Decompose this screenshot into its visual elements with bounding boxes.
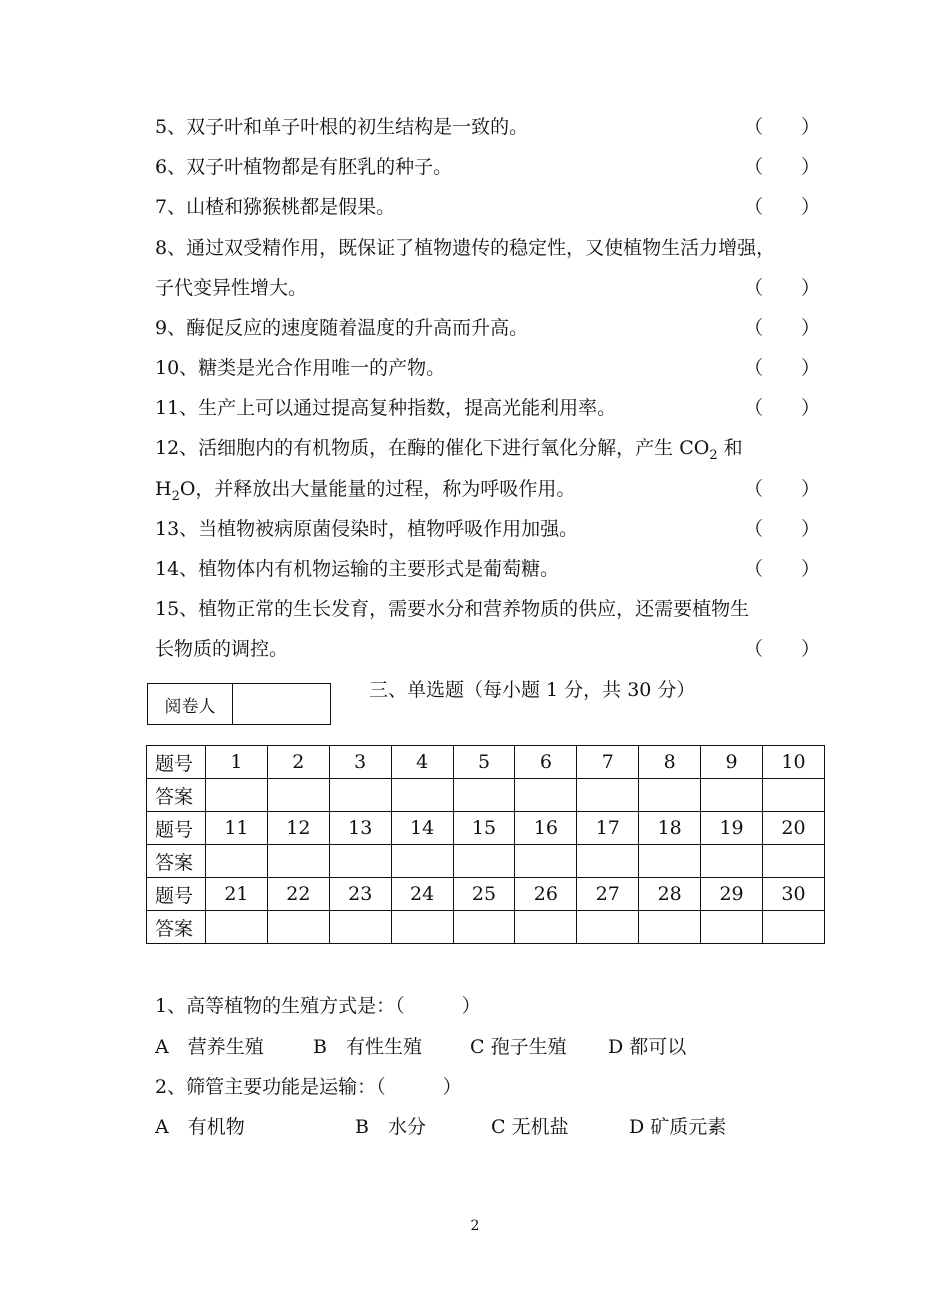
answer-blank: （ ） bbox=[744, 156, 821, 178]
answer-cell[interactable] bbox=[701, 779, 763, 812]
question-number: 2 bbox=[267, 746, 329, 779]
question-number: 26 bbox=[515, 878, 577, 911]
answer-blank: （ ） bbox=[744, 478, 821, 500]
mc-option-1d: D 都可以 bbox=[608, 1036, 687, 1058]
answer-blank: （ ） bbox=[744, 277, 821, 299]
mc-option-1a: A 营养生殖 bbox=[155, 1036, 264, 1058]
answer-blank: （ ） bbox=[744, 116, 821, 138]
answer-label: 答案 bbox=[147, 911, 206, 944]
mc-option-1b: B 有性生殖 bbox=[313, 1036, 422, 1058]
question-number: 16 bbox=[515, 812, 577, 845]
grader-signature-field[interactable] bbox=[233, 684, 330, 724]
answer-cell[interactable] bbox=[763, 911, 825, 944]
question-number: 14 bbox=[391, 812, 453, 845]
answer-cell[interactable] bbox=[267, 779, 329, 812]
question-number: 28 bbox=[639, 878, 701, 911]
mc-question-1: 1、高等植物的生殖方式是：（ ） bbox=[155, 995, 481, 1017]
question-number: 22 bbox=[267, 878, 329, 911]
question-number: 11 bbox=[206, 812, 268, 845]
mc-option-2c: C 无机盐 bbox=[491, 1116, 569, 1138]
tf-question-8-line1: 8、通过双受精作用，既保证了植物遗传的稳定性，又使植物生活力增强， bbox=[155, 237, 776, 259]
answer-cell[interactable] bbox=[639, 911, 701, 944]
answer-cell[interactable] bbox=[206, 845, 268, 878]
question-number: 1 bbox=[206, 746, 268, 779]
tf-question-6: 6、双子叶植物都是有胚乳的种子。 bbox=[155, 156, 453, 178]
answer-cell[interactable] bbox=[453, 845, 515, 878]
question-number-row bbox=[147, 746, 825, 779]
answer-table bbox=[146, 745, 825, 944]
answer-blank: （ ） bbox=[744, 357, 821, 379]
question-number: 18 bbox=[639, 812, 701, 845]
question-number-label: 题号 bbox=[147, 812, 206, 845]
question-number-row bbox=[147, 878, 825, 911]
answer-cell[interactable] bbox=[515, 845, 577, 878]
answer-cell[interactable] bbox=[577, 845, 639, 878]
answer-cell[interactable] bbox=[267, 845, 329, 878]
tf-question-14: 14、植物体内有机物运输的主要形式是葡萄糖。 bbox=[155, 558, 560, 580]
question-number: 19 bbox=[701, 812, 763, 845]
answer-cell[interactable] bbox=[639, 779, 701, 812]
question-number: 3 bbox=[329, 746, 391, 779]
question-number: 23 bbox=[329, 878, 391, 911]
question-number: 5 bbox=[453, 746, 515, 779]
tf-question-5: 5、双子叶和单子叶根的初生结构是一致的。 bbox=[155, 116, 529, 138]
question-number: 10 bbox=[763, 746, 825, 779]
grader-label: 阅卷人 bbox=[148, 684, 233, 724]
question-number: 25 bbox=[453, 878, 515, 911]
answer-blank: （ ） bbox=[744, 638, 821, 660]
tf-question-9: 9、酶促反应的速度随着温度的升高而升高。 bbox=[155, 317, 529, 339]
question-number: 20 bbox=[763, 812, 825, 845]
grader-box bbox=[147, 683, 331, 725]
question-number-label: 题号 bbox=[147, 746, 206, 779]
tf-question-12-line2: $H_2O$，并释放出大量能量的过程，称为呼吸作用。 bbox=[155, 478, 576, 504]
answer-cell[interactable] bbox=[329, 911, 391, 944]
section-title: 三、单选题（每小题 1 分，共 30 分） bbox=[369, 679, 696, 701]
tf-question-10: 10、糖类是光合作用唯一的产物。 bbox=[155, 357, 446, 379]
answer-cell[interactable] bbox=[391, 911, 453, 944]
answer-blank: （ ） bbox=[744, 518, 821, 540]
mc-option-1c: C 孢子生殖 bbox=[470, 1036, 567, 1058]
question-number: 6 bbox=[515, 746, 577, 779]
answer-blank: （ ） bbox=[744, 397, 821, 419]
tf-question-12-line1: 12、活细胞内的有机物质，在酶的催化下进行氧化分解，产生 $CO_2$ 和 bbox=[155, 437, 743, 463]
question-number: 24 bbox=[391, 878, 453, 911]
answer-cell[interactable] bbox=[329, 845, 391, 878]
question-number: 15 bbox=[453, 812, 515, 845]
question-number-label: 题号 bbox=[147, 878, 206, 911]
answer-cell[interactable] bbox=[206, 911, 268, 944]
question-number-row bbox=[147, 812, 825, 845]
tf-question-8-line2: 子代变异性增大。 bbox=[155, 277, 308, 299]
mc-option-2d: D 矿质元素 bbox=[629, 1116, 727, 1138]
question-number: 30 bbox=[763, 878, 825, 911]
answer-cell[interactable] bbox=[391, 779, 453, 812]
question-number: 21 bbox=[206, 878, 268, 911]
answer-cell[interactable] bbox=[515, 779, 577, 812]
tf-question-11: 11、生产上可以通过提高复种指数，提高光能利用率。 bbox=[155, 397, 617, 419]
tf-question-13: 13、当植物被病原菌侵染时，植物呼吸作用加强。 bbox=[155, 518, 579, 540]
answer-cell[interactable] bbox=[453, 779, 515, 812]
question-number: 12 bbox=[267, 812, 329, 845]
question-number: 4 bbox=[391, 746, 453, 779]
question-number: 9 bbox=[701, 746, 763, 779]
answer-blank: （ ） bbox=[744, 558, 821, 580]
question-number: 7 bbox=[577, 746, 639, 779]
answer-cell[interactable] bbox=[701, 911, 763, 944]
answer-cell[interactable] bbox=[515, 911, 577, 944]
answer-row bbox=[147, 911, 825, 944]
answer-cell[interactable] bbox=[267, 911, 329, 944]
tf-question-15-line1: 15、植物正常的生长发育，需要水分和营养物质的供应，还需要植物生 bbox=[155, 598, 750, 620]
tf-question-15-line2: 长物质的调控。 bbox=[155, 638, 289, 660]
page-number: 2 bbox=[470, 1218, 480, 1234]
answer-cell[interactable] bbox=[391, 845, 453, 878]
answer-cell[interactable] bbox=[639, 845, 701, 878]
mc-option-2a: A 有机物 bbox=[155, 1116, 245, 1138]
question-number: 8 bbox=[639, 746, 701, 779]
answer-cell[interactable] bbox=[763, 779, 825, 812]
answer-cell[interactable] bbox=[701, 845, 763, 878]
question-number: 27 bbox=[577, 878, 639, 911]
answer-cell[interactable] bbox=[763, 845, 825, 878]
answer-cell[interactable] bbox=[453, 911, 515, 944]
answer-cell[interactable] bbox=[577, 911, 639, 944]
answer-label: 答案 bbox=[147, 845, 206, 878]
question-number: 13 bbox=[329, 812, 391, 845]
mc-question-2: 2、筛管主要功能是运输：（ ） bbox=[155, 1076, 462, 1098]
answer-cell[interactable] bbox=[329, 779, 391, 812]
mc-option-2b: B 水分 bbox=[355, 1116, 426, 1138]
answer-row bbox=[147, 845, 825, 878]
answer-cell[interactable] bbox=[577, 779, 639, 812]
answer-cell[interactable] bbox=[206, 779, 268, 812]
answer-label: 答案 bbox=[147, 779, 206, 812]
tf-question-7: 7、山楂和猕猴桃都是假果。 bbox=[155, 196, 396, 218]
question-number: 29 bbox=[701, 878, 763, 911]
answer-blank: （ ） bbox=[744, 317, 821, 339]
answer-row bbox=[147, 779, 825, 812]
answer-blank: （ ） bbox=[744, 196, 821, 218]
question-number: 17 bbox=[577, 812, 639, 845]
